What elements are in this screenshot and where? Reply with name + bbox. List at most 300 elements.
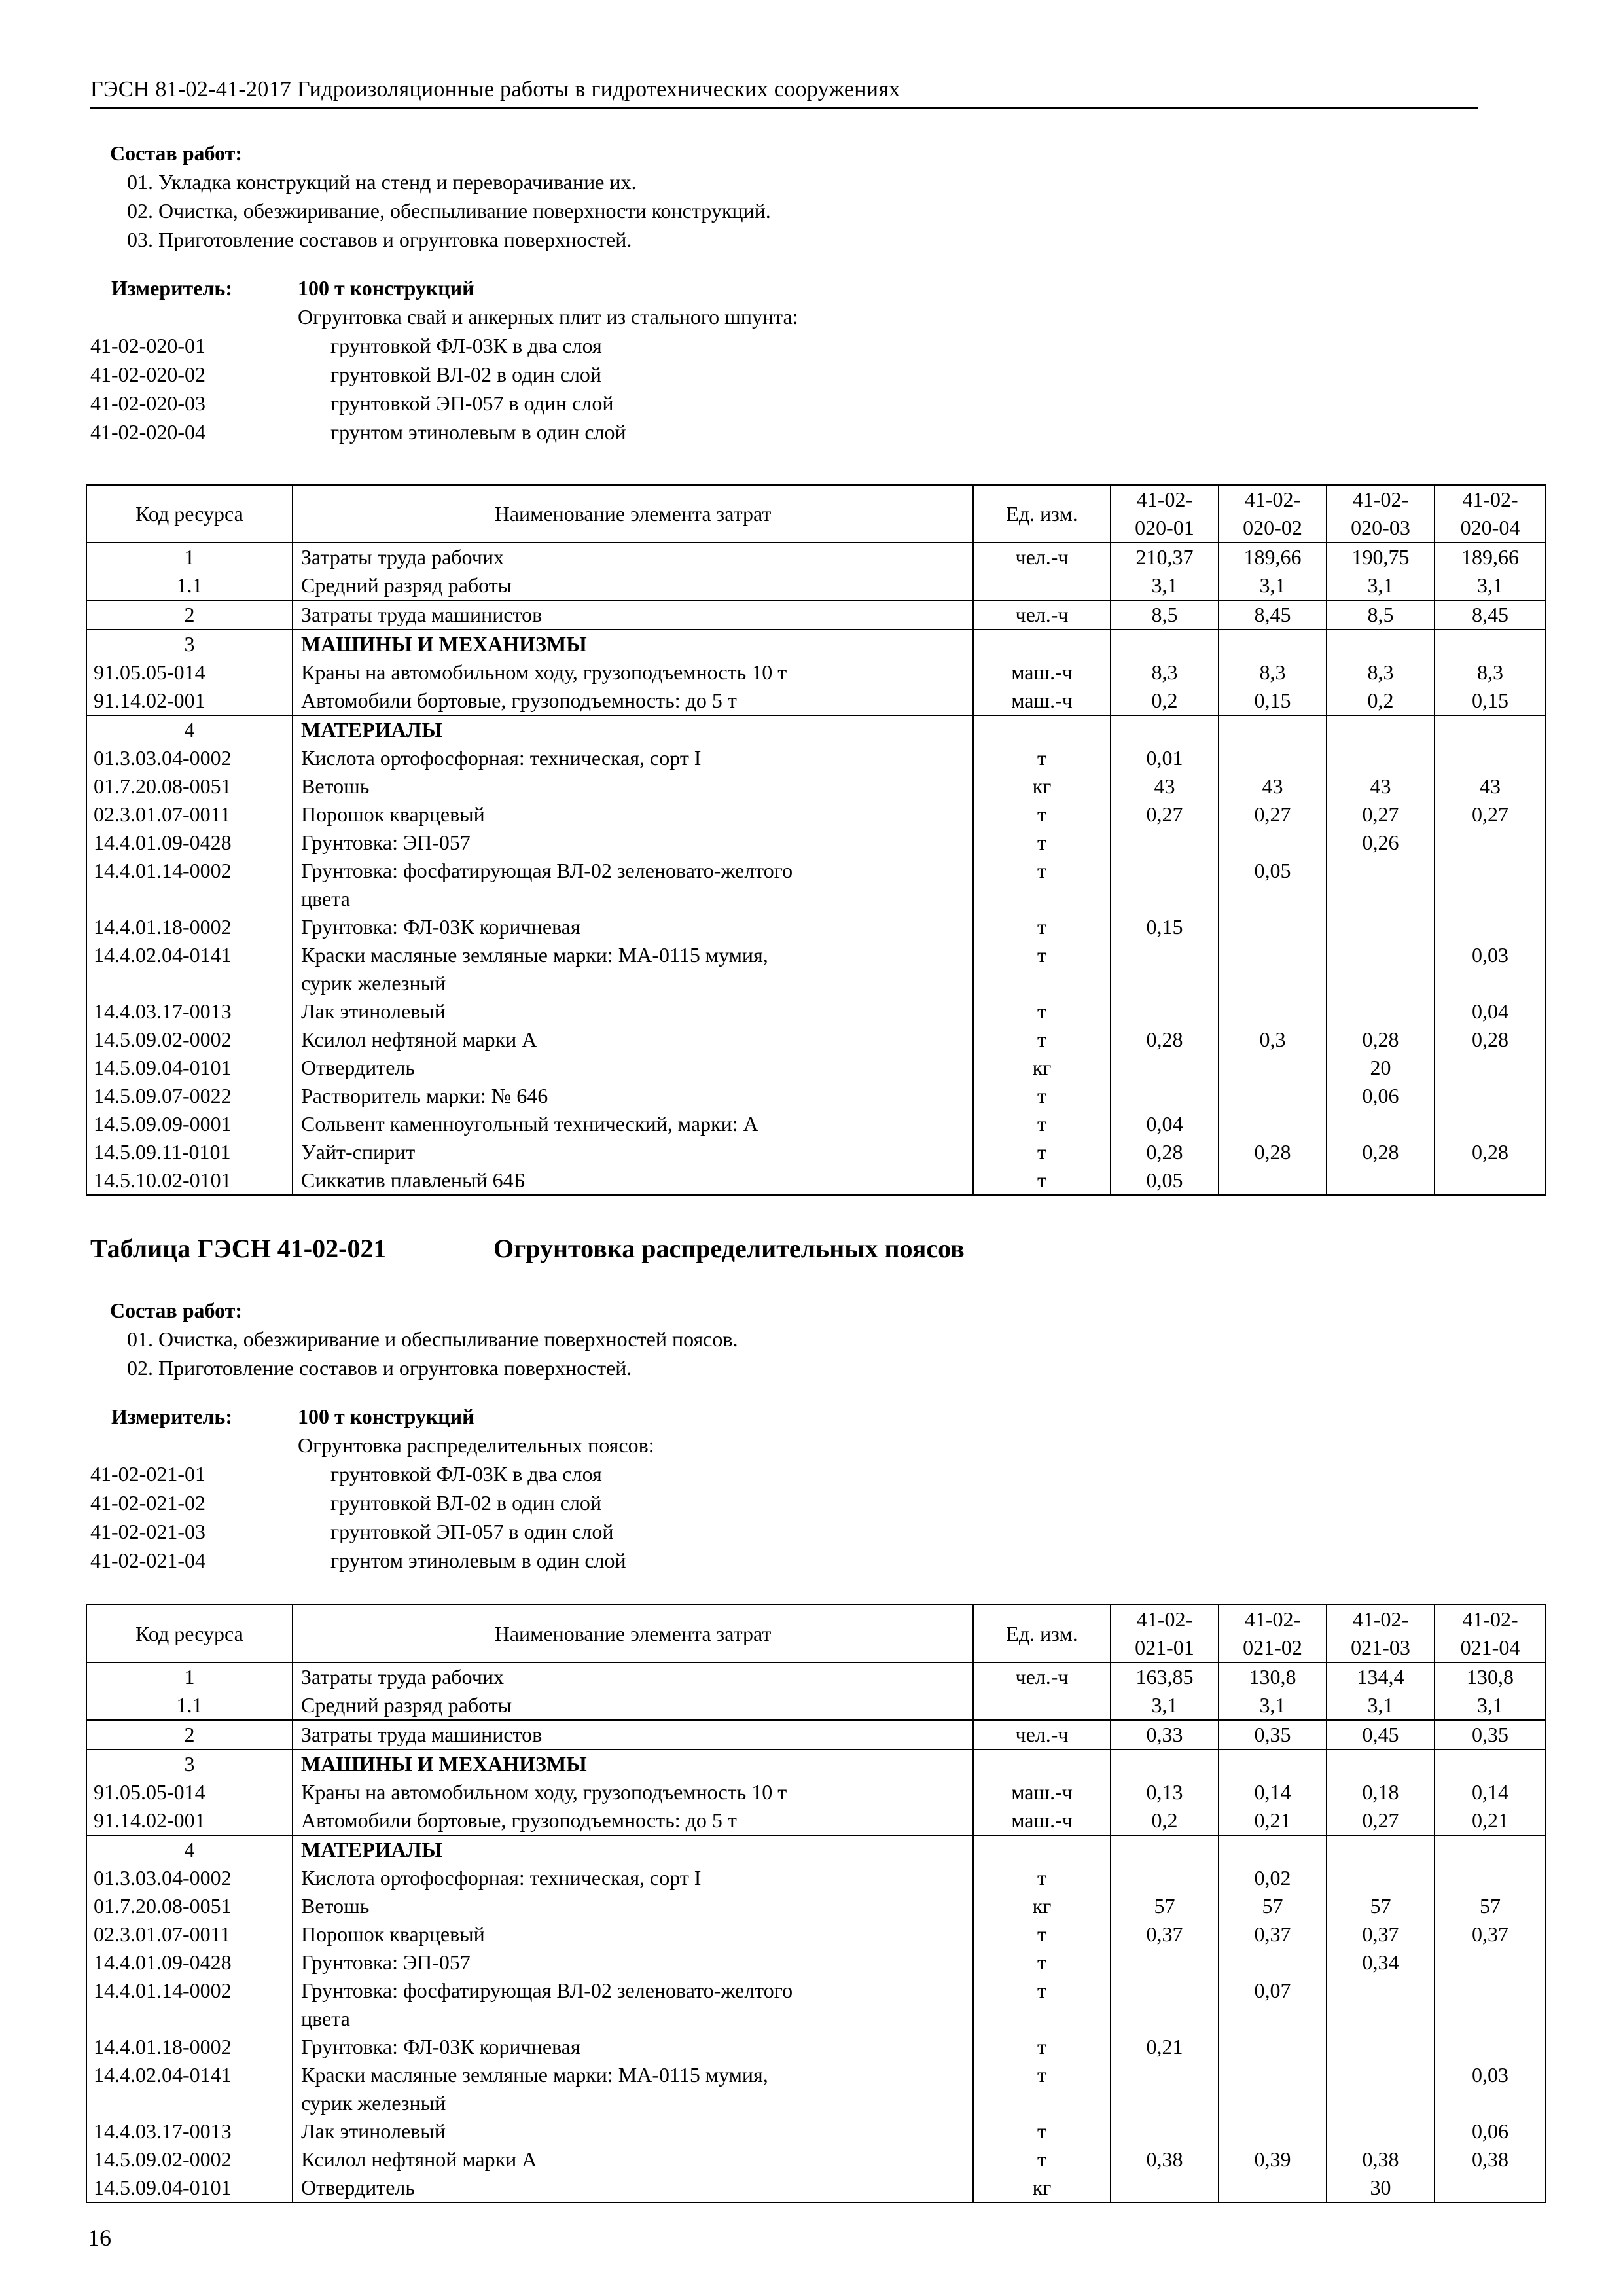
norm-value — [1435, 857, 1546, 913]
norm-value: 0,13 — [1111, 1778, 1219, 1806]
resource-code: 3 — [86, 630, 293, 658]
norm-value — [1435, 1166, 1546, 1195]
resource-unit: т — [973, 913, 1111, 941]
table-row — [86, 744, 1546, 772]
resource-code: 14.5.09.04-0101 — [86, 2174, 293, 2202]
norm-value: 0,14 — [1435, 1778, 1546, 1806]
resource-unit: т — [973, 1110, 1111, 1138]
resource-name — [293, 1138, 973, 1166]
resource-code: 14.5.09.02-0002 — [86, 1026, 293, 1054]
norm-value — [1327, 1864, 1435, 1892]
resource-unit — [973, 1691, 1111, 1720]
norm-value — [1435, 1977, 1546, 2033]
norm-value: 0,21 — [1435, 1806, 1546, 1835]
table-row — [86, 715, 1546, 744]
norm-value — [1111, 1977, 1219, 2033]
norm-value — [1435, 1082, 1546, 1110]
resource-unit: т — [973, 1977, 1111, 2033]
norm-value — [1219, 744, 1327, 772]
table-label: Таблица ГЭСН 41-02-021 — [90, 1234, 387, 1263]
resource-unit: кг — [973, 2174, 1111, 2202]
norm-value: 43 — [1327, 772, 1435, 800]
norm-value — [1111, 715, 1219, 744]
norm-value — [1327, 715, 1435, 744]
column-header: Ед. изм. — [973, 1605, 1111, 1662]
resource-name-line: Затраты труда машинистов — [301, 1723, 543, 1746]
norm-text: грунтовкой ФЛ-03К в два слоя — [330, 1462, 602, 1486]
table-header-row — [86, 1605, 1546, 1662]
norm-value: 0,18 — [1327, 1778, 1435, 1806]
norm-value: 0,35 — [1435, 1720, 1546, 1749]
norm-value: 0,03 — [1435, 2061, 1546, 2117]
norm-value — [1111, 1864, 1219, 1892]
resource-code: 14.5.10.02-0101 — [86, 1166, 293, 1195]
norm-value: 189,66 — [1219, 543, 1327, 571]
resource-name — [293, 2174, 973, 2202]
resource-name-line: Грунтовка: ЭП-057 — [301, 1950, 471, 1974]
resource-code: 14.5.09.02-0002 — [86, 2145, 293, 2174]
table-row — [86, 913, 1546, 941]
resource-name-line: МАТЕРИАЛЫ — [301, 1838, 442, 1861]
norm-value: 0,38 — [1111, 2145, 1219, 2174]
resource-name-line: Отвердитель — [301, 2176, 415, 2199]
resource-name-line: Краски масляные земляные марки: МА-0115 мумия, — [301, 943, 768, 967]
table-row — [86, 800, 1546, 829]
norm-value: 0,27 — [1111, 800, 1219, 829]
resource-code: 14.4.01.14-0002 — [86, 857, 293, 913]
norm-value — [1219, 1110, 1327, 1138]
norm-code: 41-02-021-01 — [90, 1462, 205, 1486]
norm-value — [1111, 857, 1219, 913]
norm-value: 134,4 — [1327, 1662, 1435, 1691]
resource-name-line: Кислота ортофосфорная: техническая, сорт I — [301, 1866, 702, 1890]
norm-value: 0,21 — [1219, 1806, 1327, 1835]
norm-value: 0,38 — [1327, 2145, 1435, 2174]
column-header: 41-02- 021-02 — [1219, 1605, 1327, 1662]
norm-value: 0,33 — [1111, 1720, 1219, 1749]
norm-value — [1327, 630, 1435, 658]
norm-value — [1435, 1835, 1546, 1864]
section1-intro — [90, 139, 1491, 446]
table-row — [86, 2033, 1546, 2061]
resource-unit: чел.-ч — [973, 1662, 1111, 1691]
table-row — [86, 1892, 1546, 1920]
table-row — [86, 1662, 1546, 1691]
norm-value: 8,5 — [1327, 600, 1435, 630]
resource-name-line: Уайт-спирит — [301, 1140, 416, 1164]
norm-text: грунтовкой ВЛ-02 в один слой — [330, 363, 602, 386]
resource-name-line: Кислота ортофосфорная: техническая, сорт I — [301, 746, 702, 770]
norm-value — [1327, 1749, 1435, 1778]
norm-value: 0,07 — [1219, 1977, 1327, 2033]
resource-unit: т — [973, 1920, 1111, 1948]
resource-unit — [973, 571, 1111, 600]
column-header: 41-02- 021-01 — [1111, 1605, 1219, 1662]
norm-value — [1111, 1054, 1219, 1082]
norm-code: 41-02-021-02 — [90, 1491, 205, 1515]
norm-item — [90, 360, 1491, 389]
norm-value: 43 — [1435, 772, 1546, 800]
resource-name — [293, 941, 973, 997]
resource-code: 01.7.20.08-0051 — [86, 772, 293, 800]
norm-value: 0,34 — [1327, 1948, 1435, 1977]
norm-value: 210,37 — [1111, 543, 1219, 571]
norm-value — [1219, 829, 1327, 857]
norm-value — [1219, 2033, 1327, 2061]
norm-value: 0,14 — [1219, 1778, 1327, 1806]
norm-subtitle: Огрунтовка свай и анкерных плит из стального шпунта: — [298, 305, 798, 329]
table-row — [86, 1835, 1546, 1864]
norm-value: 0,28 — [1111, 1138, 1219, 1166]
norm-value: 0,2 — [1327, 687, 1435, 715]
norm-value: 3,1 — [1435, 571, 1546, 600]
resource-name-line: МАШИНЫ И МЕХАНИЗМЫ — [301, 632, 587, 656]
resource-code: 91.05.05-014 — [86, 658, 293, 687]
norm-value: 0,37 — [1219, 1920, 1327, 1948]
norm-value: 0,05 — [1219, 857, 1327, 913]
norm-item — [90, 1546, 1491, 1575]
table-row — [86, 2061, 1546, 2117]
table-title: Огрунтовка распределительных поясов — [493, 1234, 965, 1263]
resource-unit: т — [973, 1138, 1111, 1166]
resource-unit: маш.-ч — [973, 658, 1111, 687]
resource-code: 01.7.20.08-0051 — [86, 1892, 293, 1920]
norm-value: 0,27 — [1327, 1806, 1435, 1835]
norm-value: 30 — [1327, 2174, 1435, 2202]
norm-value: 0,05 — [1111, 1166, 1219, 1195]
norm-value: 130,8 — [1435, 1662, 1546, 1691]
resource-unit: чел.-ч — [973, 1720, 1111, 1749]
resource-name-line: Краны на автомобильном ходу, грузоподъемность 10 т — [301, 660, 787, 684]
table-row — [86, 543, 1546, 571]
norm-value: 0,27 — [1327, 800, 1435, 829]
resource-name-line: Краски масляные земляные марки: МА-0115 мумия, — [301, 2063, 768, 2087]
norm-value: 0,2 — [1111, 687, 1219, 715]
resource-name — [293, 1110, 973, 1138]
resource-code: 02.3.01.07-0011 — [86, 1920, 293, 1948]
column-header: Код ресурса — [86, 485, 293, 543]
norm-value: 0,28 — [1111, 1026, 1219, 1054]
resource-code: 14.4.01.09-0428 — [86, 829, 293, 857]
norm-value — [1111, 829, 1219, 857]
resource-unit: т — [973, 2117, 1111, 2145]
table-row — [86, 1778, 1546, 1806]
norm-value — [1111, 997, 1219, 1026]
resource-unit: т — [973, 829, 1111, 857]
norm-value: 8,3 — [1219, 658, 1327, 687]
resource-code: 1 — [86, 1662, 293, 1691]
resource-unit — [973, 715, 1111, 744]
resource-name-line: Ветошь — [301, 1894, 370, 1918]
resource-name-line: Ветошь — [301, 774, 370, 798]
norm-value — [1219, 2061, 1327, 2117]
resource-unit — [973, 1749, 1111, 1778]
column-header: 41-02- 020-04 — [1435, 485, 1546, 543]
resource-unit — [973, 630, 1111, 658]
measure-value: 100 т конструкций — [298, 276, 474, 300]
resource-name — [293, 800, 973, 829]
norm-value — [1327, 2033, 1435, 2061]
resource-code: 4 — [86, 1835, 293, 1864]
norm-value — [1327, 1166, 1435, 1195]
table-header-row — [86, 485, 1546, 543]
norm-value: 8,3 — [1327, 658, 1435, 687]
norm-value — [1435, 1054, 1546, 1082]
norm-value — [1111, 2061, 1219, 2117]
norm-item — [90, 1488, 1491, 1517]
resource-name-line: Грунтовка: ФЛ-03К коричневая — [301, 2035, 580, 2058]
norm-value — [1219, 1948, 1327, 1977]
norm-value: 3,1 — [1111, 1691, 1219, 1720]
column-header: 41-02- 020-03 — [1327, 485, 1435, 543]
norm-value — [1111, 941, 1219, 997]
resource-unit: кг — [973, 1054, 1111, 1082]
resource-name-line: Порошок кварцевый — [301, 802, 485, 826]
resource-code: 3 — [86, 1749, 293, 1778]
table-row — [86, 687, 1546, 715]
norm-value: 0,28 — [1327, 1026, 1435, 1054]
norm-value — [1435, 1110, 1546, 1138]
norm-value — [1219, 997, 1327, 1026]
table-row — [86, 1054, 1546, 1082]
resource-name — [293, 857, 973, 913]
norm-value — [1327, 913, 1435, 941]
resource-code: 91.14.02-001 — [86, 1806, 293, 1835]
page-number: 16 — [88, 2225, 111, 2251]
resource-name — [293, 715, 973, 744]
norm-value — [1435, 630, 1546, 658]
resource-name-line: Автомобили бортовые, грузоподъемность: до 5 т — [301, 689, 737, 712]
resource-unit: т — [973, 1082, 1111, 1110]
norm-value — [1111, 630, 1219, 658]
norm-value — [1219, 2117, 1327, 2145]
norm-value: 8,45 — [1435, 600, 1546, 630]
table-row — [86, 658, 1546, 687]
norm-value: 130,8 — [1219, 1662, 1327, 1691]
norm-value: 0,01 — [1111, 744, 1219, 772]
resource-name — [293, 2033, 973, 2061]
norm-value: 0,02 — [1219, 1864, 1327, 1892]
resource-name-line: сурик железный — [301, 2091, 446, 2115]
resource-code: 02.3.01.07-0011 — [86, 800, 293, 829]
resource-unit — [973, 1835, 1111, 1864]
resource-name-line: Порошок кварцевый — [301, 1922, 485, 1946]
resource-name — [293, 630, 973, 658]
resource-name — [293, 1662, 973, 1691]
table-row — [86, 1920, 1546, 1948]
column-header: Наименование элемента затрат — [293, 1605, 973, 1662]
resource-name-line: Затраты труда машинистов — [301, 603, 543, 626]
norm-value: 3,1 — [1111, 571, 1219, 600]
norm-value — [1219, 1835, 1327, 1864]
norm-code: 41-02-020-04 — [90, 420, 205, 444]
norm-value: 0,21 — [1111, 2033, 1219, 2061]
norm-value: 0,06 — [1327, 1082, 1435, 1110]
table-row — [86, 1720, 1546, 1749]
norm-code: 41-02-020-02 — [90, 363, 205, 386]
resource-unit: маш.-ч — [973, 1778, 1111, 1806]
table-row — [86, 2117, 1546, 2145]
table-row — [86, 829, 1546, 857]
norm-code: 41-02-020-01 — [90, 334, 205, 357]
norm-text: грунтовкой ЭП-057 в один слой — [330, 391, 614, 415]
norm-value — [1219, 941, 1327, 997]
resource-name-line: Грунтовка: ФЛ-03К коричневая — [301, 915, 580, 939]
resource-code: 14.5.09.09-0001 — [86, 1110, 293, 1138]
norm-value — [1111, 2174, 1219, 2202]
norm-value: 8,45 — [1219, 600, 1327, 630]
resource-name-line: МАШИНЫ И МЕХАНИЗМЫ — [301, 1752, 587, 1776]
table-row — [86, 1749, 1546, 1778]
norm-value: 43 — [1219, 772, 1327, 800]
norm-value — [1327, 2061, 1435, 2117]
resource-name — [293, 543, 973, 571]
resource-code: 14.4.01.18-0002 — [86, 2033, 293, 2061]
resource-name-line: Затраты труда рабочих — [301, 545, 504, 569]
table-row — [86, 772, 1546, 800]
resource-name-line: Средний разряд работы — [301, 1693, 512, 1717]
resource-unit: т — [973, 744, 1111, 772]
work-item: 02. Приготовление составов и огрунтовка поверхностей. — [127, 1356, 632, 1380]
resource-name — [293, 913, 973, 941]
norm-value: 0,28 — [1219, 1138, 1327, 1166]
resource-code: 14.4.02.04-0141 — [86, 941, 293, 997]
resource-unit: т — [973, 1948, 1111, 1977]
norm-value: 8,5 — [1111, 600, 1219, 630]
norm-value: 0,03 — [1435, 941, 1546, 997]
norm-value — [1327, 2117, 1435, 2145]
resource-name — [293, 571, 973, 600]
work-item: 01. Укладка конструкций на стенд и переворачивание их. — [127, 170, 637, 194]
norm-item — [90, 331, 1491, 360]
resource-code: 2 — [86, 1720, 293, 1749]
resource-unit: т — [973, 800, 1111, 829]
resource-table-1 — [86, 484, 1546, 1196]
norm-value — [1435, 913, 1546, 941]
norm-value — [1435, 1749, 1546, 1778]
resource-code: 1.1 — [86, 571, 293, 600]
resource-code: 14.4.02.04-0141 — [86, 2061, 293, 2117]
resource-name — [293, 1082, 973, 1110]
resource-unit: чел.-ч — [973, 543, 1111, 571]
norm-value: 0,28 — [1435, 1138, 1546, 1166]
measure-row — [90, 274, 1491, 302]
resource-unit: кг — [973, 772, 1111, 800]
norm-value — [1219, 715, 1327, 744]
norm-value: 0,38 — [1435, 2145, 1546, 2174]
resource-name — [293, 1977, 973, 2033]
resource-code: 14.5.09.11-0101 — [86, 1138, 293, 1166]
resource-name-line: Лак этинолевый — [301, 2119, 446, 2143]
norm-item — [90, 1517, 1491, 1546]
resource-name — [293, 1920, 973, 1948]
norm-value — [1435, 2174, 1546, 2202]
norm-value: 0,2 — [1111, 1806, 1219, 1835]
norm-value — [1435, 715, 1546, 744]
resource-name — [293, 744, 973, 772]
resource-name-line: Грунтовка: фосфатирующая ВЛ-02 зеленовато-желтого — [301, 859, 793, 882]
norm-value — [1435, 1864, 1546, 1892]
resource-name-line: МАТЕРИАЛЫ — [301, 718, 442, 742]
norm-value: 0,06 — [1435, 2117, 1546, 2145]
table-row — [86, 857, 1546, 913]
norm-value: 0,28 — [1435, 1026, 1546, 1054]
norm-value: 20 — [1327, 1054, 1435, 1082]
resource-unit: т — [973, 1026, 1111, 1054]
norm-text: грунтовкой ВЛ-02 в один слой — [330, 1491, 602, 1515]
norm-value — [1111, 1948, 1219, 1977]
resource-unit: маш.-ч — [973, 1806, 1111, 1835]
norm-value: 189,66 — [1435, 543, 1546, 571]
resource-name-line: Средний разряд работы — [301, 573, 512, 597]
norm-value — [1327, 857, 1435, 913]
norm-value — [1219, 630, 1327, 658]
norm-value — [1327, 1110, 1435, 1138]
resource-name — [293, 2117, 973, 2145]
resource-unit: т — [973, 1166, 1111, 1195]
table-row — [86, 1864, 1546, 1892]
resource-code: 1.1 — [86, 1691, 293, 1720]
resource-unit: т — [973, 2145, 1111, 2174]
norm-value — [1327, 1977, 1435, 2033]
norm-value — [1219, 1749, 1327, 1778]
norm-value: 57 — [1327, 1892, 1435, 1920]
table-row — [86, 997, 1546, 1026]
table-row — [86, 1166, 1546, 1195]
norm-value: 190,75 — [1327, 543, 1435, 571]
norm-value — [1111, 1835, 1219, 1864]
table-row — [86, 571, 1546, 600]
norm-value: 0,3 — [1219, 1026, 1327, 1054]
norm-item — [90, 418, 1491, 446]
column-header: Наименование элемента затрат — [293, 485, 973, 543]
resource-name-line: Сиккатив плавленый 64Б — [301, 1168, 526, 1192]
table-row — [86, 1977, 1546, 2033]
resource-unit: т — [973, 1864, 1111, 1892]
resource-unit: кг — [973, 1892, 1111, 1920]
resource-name-line: Растворитель марки: № 646 — [301, 1084, 548, 1107]
norm-value: 0,04 — [1435, 997, 1546, 1026]
column-header: 41-02- 020-02 — [1219, 485, 1327, 543]
column-header: Код ресурса — [86, 1605, 293, 1662]
norm-value: 8,3 — [1111, 658, 1219, 687]
table-row — [86, 600, 1546, 630]
resource-name — [293, 2061, 973, 2117]
norm-value: 8,3 — [1435, 658, 1546, 687]
norm-value: 0,04 — [1111, 1110, 1219, 1138]
resource-name — [293, 2145, 973, 2174]
norm-code: 41-02-021-04 — [90, 1549, 205, 1572]
resource-name — [293, 1864, 973, 1892]
norm-code: 41-02-021-03 — [90, 1520, 205, 1543]
resource-name-line: Затраты труда рабочих — [301, 1665, 504, 1689]
table-row — [86, 1691, 1546, 1720]
norm-value: 163,85 — [1111, 1662, 1219, 1691]
resource-table-2 — [86, 1604, 1546, 2203]
column-header: 41-02- 021-04 — [1435, 1605, 1546, 1662]
resource-name — [293, 1892, 973, 1920]
measure-value: 100 т конструкций — [298, 1405, 474, 1428]
resource-code: 91.14.02-001 — [86, 687, 293, 715]
resource-unit: т — [973, 997, 1111, 1026]
resource-name — [293, 687, 973, 715]
table-row — [86, 2145, 1546, 2174]
table-heading — [90, 1233, 965, 1264]
resource-name — [293, 1948, 973, 1977]
norm-value: 0,15 — [1111, 913, 1219, 941]
norm-value: 0,37 — [1111, 1920, 1219, 1948]
norm-code: 41-02-020-03 — [90, 391, 205, 415]
